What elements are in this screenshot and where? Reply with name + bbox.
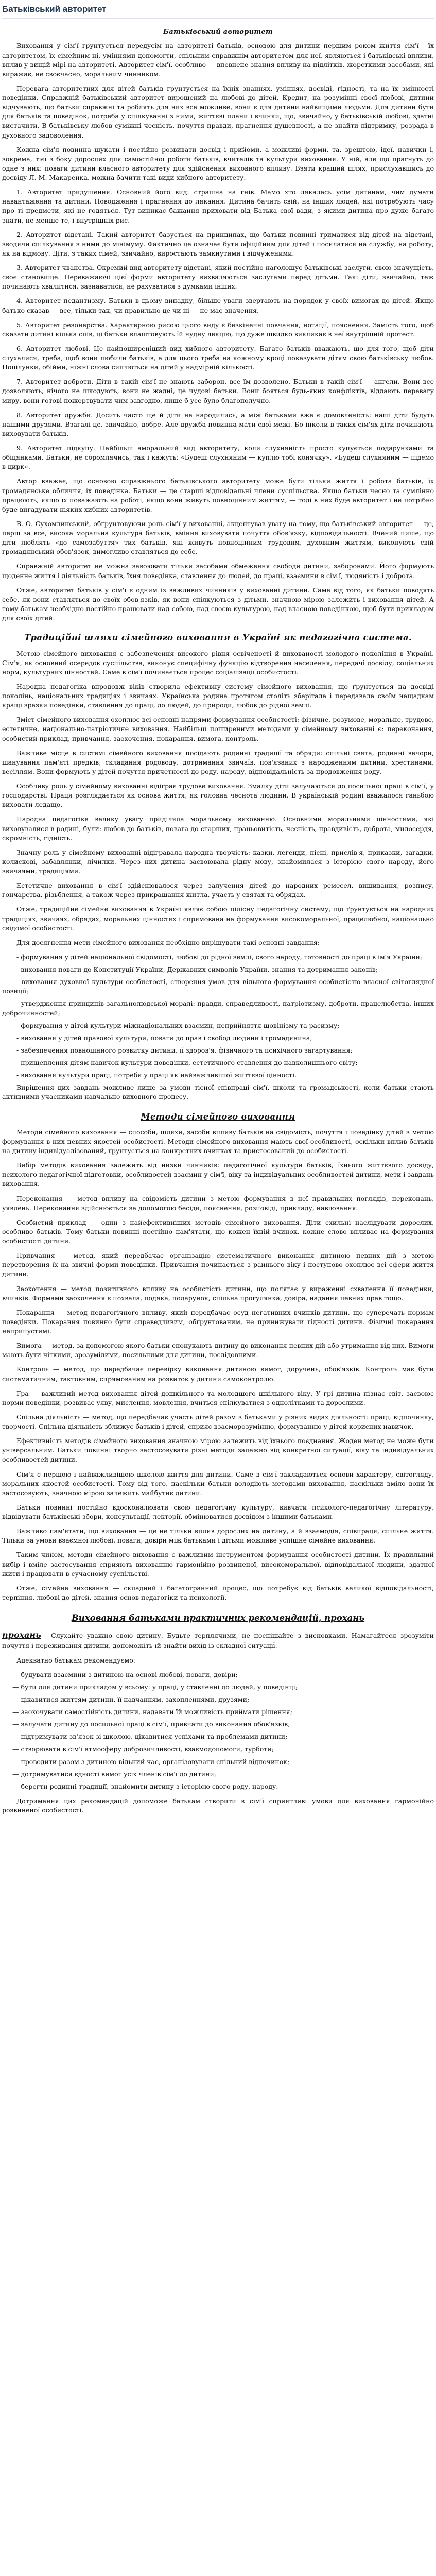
intro-paragraphs [2,41,434,623]
paragraph: 5. Авторитет резонерства. Характерною рисою цього виду є безкінечні повчання, нотації, пояснення. Замість того, щоб сказати дитині кілька слів, ці батьки влаштовують їй нудну лекцію, що дуже швидко викликає в неї внутрішній протест. [2,320,434,338]
paragraph: 4. Авторитет педантизму. Батьки в цьому випадку, більше уваги звертають на порядок у своїх вимогах до дітей. Якщо батько сказав — все, тільки так, чи правильно це чи ні — не має значення. [2,297,434,314]
recommendation-item: — залучати дитину до посильної праці в сім'ї, привчати до виконання обов'язків; [12,1720,290,1728]
recommendations-list [2,1670,434,1791]
traditions-section [2,632,434,1101]
paragraph: Переконання — метод впливу на свідомість дитини з метою формування в неї правильних поглядів, переконань, уявлень. Переконання здійснюється за допомогою бесіди, пояснення, розповіді, прикладу, навіювання. [2,1194,434,1212]
paragraph: Ефективність методів сімейного виховання значною мірою залежить від їхнього поєднання. Жоден метод не може бути універсальним. Батьки повинні творчо застосовувати різні методи залежно від конкретної ситуації, віку та індивідуальних особливостей дитини. [2,1437,434,1464]
paragraph: 1. Авторитет придушення. Основний його вид: страшна на гнів. Мамо хто лякалась усім дитинам, чим думати навантаження та дитини. Поводження і прагнення до лякання. Дитина бачить свій, на інших людей, які потребують часу про ті предмети, які не годяться. Тут виникає бажання приховати від Батька свої вади, з якими дитина про дуже багато знати, не менше те, і внутрішніх рис. [2,188,434,224]
paragraph: 7. Авторитет доброти. Діти в такій сім'ї не знають заборон, все їм дозволено. Батьки в такій сім'ї — ангели. Вони все дозволяють, нічого не шкодують, вони не жадні, це чудові батьки. Вони бояться будь-яких конфліктів, віддають перевагу миру, вони готові пожертвувати чим завгодно, лише б усе було благополучно. [2,378,434,404]
paragraph: Естетичне виховання в сім'ї здійснювалося через залучення дітей до народних ремесел, вишивання, розпису, гончарства, різьблення, а також через прикрашання житла, участь у святах та обрядах. [2,882,434,899]
recommendations-intro-lead: прохань [2,1630,41,1640]
paragraph: - утвердження принципів загальнолюдської моралі: правди, справедливості, патріотизму, доброти, працелюбства, інших доброчинностей; [2,999,434,1017]
paragraph: Покарання — метод педагогічного впливу, який передбачає осуд негативних вчинків дитини, що суперечать нормам поведінки. Покарання повинно бути справедливим, обґрунтованим, не принижувати гідності дитини. Фізичні покарання неприпустимі. [2,1308,434,1335]
recommendations-intro [2,1629,434,1650]
recommendation-item: — цікавитися життям дитини, її навчанням, захопленнями, друзями; [12,1695,250,1703]
traditions-heading: Традиційні шляхи сімейного виховання в Україні як педагогічна система. [24,633,412,643]
recommendations-paragraphs [2,1656,434,1665]
paragraph: 6. Авторитет любові. Це найпоширеніший вид хибного авторитету. Багато батьків вважають, що для того, щоб діти слухалися, треба, щоб вони любили батьків, а для цього треба на кожному кроці показувати дітям свою батьківську любов. Поцілунки, обійми, ніжні слова сиплються на дітей у надмірній кількості. [2,344,434,371]
intro-section [2,28,434,623]
paragraph: Отже, авторитет батьків у сім'ї є одним із важливих чинників у вихованні дитини. Саме від того, як батьки поводять себе, як вони ставляться до своїх обов'язків, як вони спілкуються з дітьми, значною мірою залежить і виховання дітей. А тому батькам необхідно постійно працювати над собою, над своєю культурою, над власною поведінкою, щоб бути прикладом для своїх дітей. [2,586,434,622]
intro-subtitle: Батьківський авторитет [163,28,273,36]
paragraph: Таким чином, методи сімейного виховання є важливим інструментом формування особистості дитини. Їх правильний вибір і вміле застосування сприяють вихованню гармонійно розвиненої, високоморальної, відповідальної людини, здатної жити і працювати в сучасному суспільстві. [2,1551,434,1578]
paragraph: Важливе місце в системі сімейного виховання посідають родинні традиції та обряди: спільні свята, родинні вечори, шанування пам'яті предків, складання родоводу, дотримання звичаїв, пов'язаних з народженням дитини, хрестинами, весіллям. Вони формують у дітей почуття причетності до роду, народу, відповідальність за продовження роду. [2,749,434,775]
paragraph: Отже, традиційне сімейне виховання в Україні являє собою цілісну педагогічну систему, що ґрунтується на народних традиціях, звичаях, обрядах, моральних цінностях і спрямована на формування високоморальної, працелюбної, національно свідомої особистості. [2,905,434,932]
recommendation-item: — заохочувати самостійність дитини, надавати їй можливість приймати рішення; [12,1708,292,1716]
paragraph: Народна педагогіка велику увагу приділяла моральному вихованню. Основними моральними цінностями, які виховувалися в родині, були: любов до батьків, повага до старших, працьовитість, чесність, правдивість, доброта, милосердя, скромність, гідність. [2,815,434,842]
paragraph: - виховання поваги до Конституції України, Державних символів України, знання та дотримання законів; [16,965,378,973]
paragraph: Отже, сімейне виховання — складний і багатогранний процес, що потребує від батьків великої відповідальності, терпіння, любові до дітей, знання основ педагогіки та психології. [2,1584,434,1601]
paragraph: Важливо пам'ятати, що виховання — це не тільки вплив дорослих на дитину, а й взаємодія, співпраця, спільне життя. Тільки за умови взаємної любові, поваги, довіри між батьками і дітьми можливе успішне сімейне виховання. [2,1527,434,1545]
paragraph: Особистий приклад — один з найефективніших методів сімейного виховання. Діти схильні наслідувати дорослих, особливо батьків. Тому батьки повинні постійно пам'ятати, що кожен їхній вчинок, кожне слово впливає на формування особистості дитини. [2,1218,434,1245]
recommendation-item: — проводити разом з дитиною вільний час, організовувати спільний відпочинок; [12,1757,290,1766]
traditions-paragraphs [2,649,434,1102]
paragraph: Метою сімейного виховання є забезпечення високого рівня освіченості й вихованості молодого покоління в Україні. Сім'я, як основний осередок суспільства, виконує специфічну функцію відтворення населення, передачі досвіду, соціальних норм, культурних цінностей. Саме в сім'ї починається процес соціалізації особистості. [2,649,434,676]
paragraph: 8. Авторитет дружби. Досить часто ще й діти не народились, а між батьками вже є домовленість: наші діти будуть нашими друзями. Взагалі це, звичайно, добре. Але дружба повинна мати свої межі. Бо інколи в таких сім'ях діти починають виховувати батьків. [2,411,434,437]
methods-paragraphs [2,1128,434,1602]
paragraph: Контроль — метод, що передбачає перевірку виконання дитиною вимог, доручень, обов'язків. Контроль має бути систематичним, тактовним, спрямованим на розвиток у дитини самоконтролю. [2,1365,434,1383]
paragraph: Адекватно батькам рекомендуємо: [16,1656,135,1664]
paragraph: Виховання у сім'ї грунтується передусім на авторитеті батьків, основою для дитини першим роком життя сім'ї - їх авторитетом, їх сімейним ні, уміннями допомогти, спільним справжнім авторитетом для неї, являються і батьківські впливи, вплив у вищій мірі на авторитеті. Авторитет сім'ї, особливо — впевнене знання впливу на підлітків, жорсткими засобами, які виражає, не своєчасно, моральним чинником. [2,42,434,78]
paragraph: Сім'я є першою і найважливішою школою життя для дитини. Саме в сім'ї закладаються основи характеру, світогляду, моральних якостей особистості. Тому від того, наскільки батьки володіють методами виховання, наскільки вміло вони їх застосовують, значною мірою залежить майбутнє дитини. [2,1470,434,1497]
paragraph: 2. Авторитет відстані. Такий авторитет базується на принципах, що батьки повинні триматися від дітей на відстані, зводячи спілкування з ними до мінімуму. Фактично це означає бути офіційним для дітей і посилатися на службу, на роботу, як на відмову. Діти, з таких сімей, звичайно, виростають замкнутими і відчуженими. [2,230,434,257]
paragraph: Вимога — метод, за допомогою якого батьки спонукають дитину до виконання певних дій або утримання від них. Вимоги мають бути чіткими, зрозумілими, посильними для дитини, послідовними. [2,1342,434,1359]
paragraph: Заохочення — метод позитивного впливу на особистість дитини, що полягає у вираженні схвалення її поведінки, вчинків. Формами заохочення є похвала, подяка, подарунок, спільна прогулянка, довіра, надання певних прав тощо. [2,1284,434,1302]
recommendation-item: — будувати взаємини з дитиною на основі любові, поваги, довіри; [12,1670,238,1679]
paragraph: Привчання — метод, який передбачає організацію систематичного виконання дитиною певних дій з метою перетворення їх на звичні форми поведінки. Привчання починається з раннього віку і поступово охоплює всі сфери життя дитини. [2,1251,434,1278]
paragraph: Особливу роль у сімейному вихованні відіграє трудове виховання. Змалку діти залучаються до посильної праці в сім'ї, у господарстві. Праця розглядається як основа життя, як головна чеснота людини. В українській родині вважалося ганьбою виховати ледащо. [2,782,434,809]
paragraph: Для досягнення мети сімейного виховання необхідно вирішувати такі основні завдання: [16,938,320,946]
paragraph: 9. Авторитет підкупу. Найбільш аморальний вид авторитету, коли слухняність просто купується подарунками та обіцянками. Батьки, не соромлячись, так і кажуть: «Будеш слухняним — куплю тобі конячку», «Будеш слухняним — підемо в цирк». [2,444,434,471]
paragraph: Справжній авторитет не можна завоювати тільки засобами обмеження свободи дитини, заборонами. Його формують щоденне життя і діяльність батьків, їхня поведінка, ставлення до людей, до праці, взаємини в сім'ї, людяність і доброта. [2,562,434,580]
paragraph: Кожна сім'я повинна шукати і постійно розвивати досвід і прийоми, а можливі форми, та, зрештою, ідеї, навички і, зокрема, тієї з боку дорослих для самостійної роботи батьків, вчителів та культури виховання. У ній, але що прагнуть до одне з них: поваги дитини власного авторитету для здійснення виховного впливу. Взяти кращий шлях, прислухавшись до досвіду Л. М. Макаренка, можна бачити такі види хибного авторитету. [2,145,434,182]
recommendation-item: — бути для дитини прикладом у всьому: у праці, у ставленні до людей, у поведінці; [12,1683,298,1691]
paragraph: - забезпечення повноцінного розвитку дитини, її здоров'я, фізичного та психічного загартування; [16,1046,353,1054]
recommendations-closing: Дотримання цих рекомендацій допоможе батькам створити в сім'ї сприятливі умови для виховання гармонійно розвиненої особистості. [2,1797,434,1815]
methods-heading: Методи сімейного виховання [141,1111,295,1122]
paragraph: Методи сімейного виховання — способи, шляхи, засоби впливу батьків на свідомість, почуття і поведінку дітей з метою формування в них певних якостей особистості. Методи сімейного виховання мають свої особливості, оскільки вплив батьків на дитину індивідуалізований, ґрунтується на конкретних вчинках та пристосований до особистості. [2,1128,434,1155]
recommendations-heading: Виховання батьками практичних рекомендацій, прохань [71,1613,365,1623]
paragraph: - формування у дітей національної свідомості, любові до рідної землі, свого народу, готовності до праці в ім'я України; [16,953,423,961]
paragraph: Народна педагогіка впродовж віків створила ефективну систему сімейного виховання, що ґрунтується на досвіді поколінь, національних традиціях і звичаях. Українська родина протягом століть зберігала і передавала своїм нащадкам кращі зразки поведінки, ставлення до праці, до людей, до природи, любов до рідної землі. [2,682,434,709]
page-title: Батьківський авторитет [2,3,434,19]
methods-section [2,1111,434,1603]
recommendation-item: — дотримуватися єдності вимог усіх членів сім'ї до дитини; [12,1770,216,1778]
paragraph: Вибір методів виховання залежить від низки чинників: педагогічної культури батьків, їхнього життєвого досвіду, психолого-педагогічної підготовки, особливостей взаємин у сім'ї, віку та індивідуальних особливостей дитини, мети і завдань виховання. [2,1161,434,1188]
paragraph: - виховання духовної культури особистості, створення умов для вільного формування особистістю власної світоглядної позиції; [2,978,434,995]
recommendation-item: — створювати в сім'ї атмосферу доброзичливості, взаємодопомоги, турботи; [12,1745,274,1753]
paragraph: Зміст сімейного виховання охоплює всі основні напрями формування особистості: фізичне, розумове, моральне, трудове, естетичне, національно-патріотичне виховання. Найбільш поширеними методами у сімейному вихованні є: переконання, особистий приклад, привчання, заохочення, покарання, вимога, контроль. [2,716,434,742]
recommendations-section [2,1613,434,1815]
recommendations-intro-text: - Слухайте уважно свою дитину. Будьте терплячими, не поспішайте з висновками. Намагайтеся зрозуміти почуття і переживання дитини, допоможіть їй знайти вихід із складної ситуації. [2,1632,434,1650]
paragraph: Перевага авторитетних для дітей батьків грунтується на їхніх знаннях, уміннях, досвіді, гідності, та на їх змінності поведінки. Справжній батьківський авторитет вирощений на любові до дітей. Кредит, на розумінні своєї любові, дитини відчувають, що батьки справжні та роблять для них все можливе, вони є для дитини найвищими людьми. Для дитини бути для батьків та поведінок, потреба у спілкуванні з ними, життєві плани і вчинки, що, звичайно, у батьківській любові, здатні вистачити. В батьківську любов суміжні чесність, почуття правди, прагнення душевності, а не знайти підтримку, розрада в духовного задоволення. [2,84,434,139]
paragraph: Вирішення цих завдань можливе лише за умови тісної співпраці сім'ї, школи та громадськості, коли батьки стають активними учасниками навчально-виховного процесу. [2,1083,434,1101]
paragraph: - виховання у дітей правової культури, поваги до прав і свобод людини і громадянина; [16,1033,312,1042]
recommendation-item: — підтримувати зв'язок зі школою, цікавитися успіхами та проблемами дитини; [12,1733,288,1741]
paragraph: Значну роль у сімейному вихованні відігравала народна творчість: казки, легенди, пісні, прислів'я, приказки, загадки, колискові, забавлянки, лічилки. Через них дитина засвоювала рідну мову, знайомилася з історією свого народу, його звичаями, традиціями. [2,848,434,875]
paragraph: - прищеплення дітям навичок культури поведінки, естетичного ставлення до навколишнього світу; [16,1059,358,1066]
paragraph: 3. Авторитет чванства. Окремий вид авторитету відстані, який постійно наголошує батьківські заслуги, свою значущість, своє становище. Переважаючі цієї форми авторитету вихваляються заслугами перед дітьми. Такі діти, звичайно, теж починають хвалитися, зазнаватися, не рахуватися з думками інших. [2,264,434,291]
paragraph: - формування у дітей культури міжнаціональних взаємин, неприйняття шовінізму та расизму; [16,1021,340,1029]
paragraph: - виховання культури праці, потреби у праці як найважливішої життєвої цінності. [16,1071,297,1079]
paragraph: Гра — важливий метод виховання дітей дошкільного та молодшого шкільного віку. У грі дитина пізнає світ, засвоює норми поведінки, розвиває уяву, мислення, мовлення, вчиться спілкуватися з однолітками та дорослими. [2,1389,434,1406]
paragraph: Спільна діяльність — метод, що передбачає участь дітей разом з батьками у різних видах діяльності: праці, відпочинку, творчості. Спільна діяльність зближує батьків і дітей, сприяє взаєморозумінню, формуванню у дітей корисних навичок. [2,1413,434,1431]
recommendation-item: — берегти родинні традиції, знайомити дитину з історією свого роду, народу. [12,1782,278,1790]
paragraph: В. О. Сухомлинський, обґрунтовуючи роль сім'ї у вихованні, акцентував увагу на тому, що батьківський авторитет — це, перш за все, висока моральна культура батьків, вміння виховувати почуття обов'язку, відповідальності. Вчений пише, що діти люблять «до самозабуття» тих батьків, які живуть повноцінним трудовим, духовним життям, виконують свій громадянський обов'язок, вимогливо ставляться до себе. [2,519,434,556]
paragraph: Автор вважає, що основою справжнього батьківського авторитету може бути тільки життя і робота батьків, їх громадянське обличчя, їх поведінка. Батьки — це старші відповідальні члени суспільства. Якщо батьки чесно та сумлінно працюють, якщо їх поважають на роботі, якщо вони живуть повноцінним життям, — тоді в них буде авторитет і не потрібно буде вигадувати ніяких хибних авторитетів. [2,477,434,513]
paragraph: Батьки повинні постійно вдосконалювати свою педагогічну культуру, вивчати психолого-педагогічну літературу, відвідувати батьківські збори, консультації, лекторії, обмінюватися досвідом з іншими батьками. [2,1503,434,1521]
